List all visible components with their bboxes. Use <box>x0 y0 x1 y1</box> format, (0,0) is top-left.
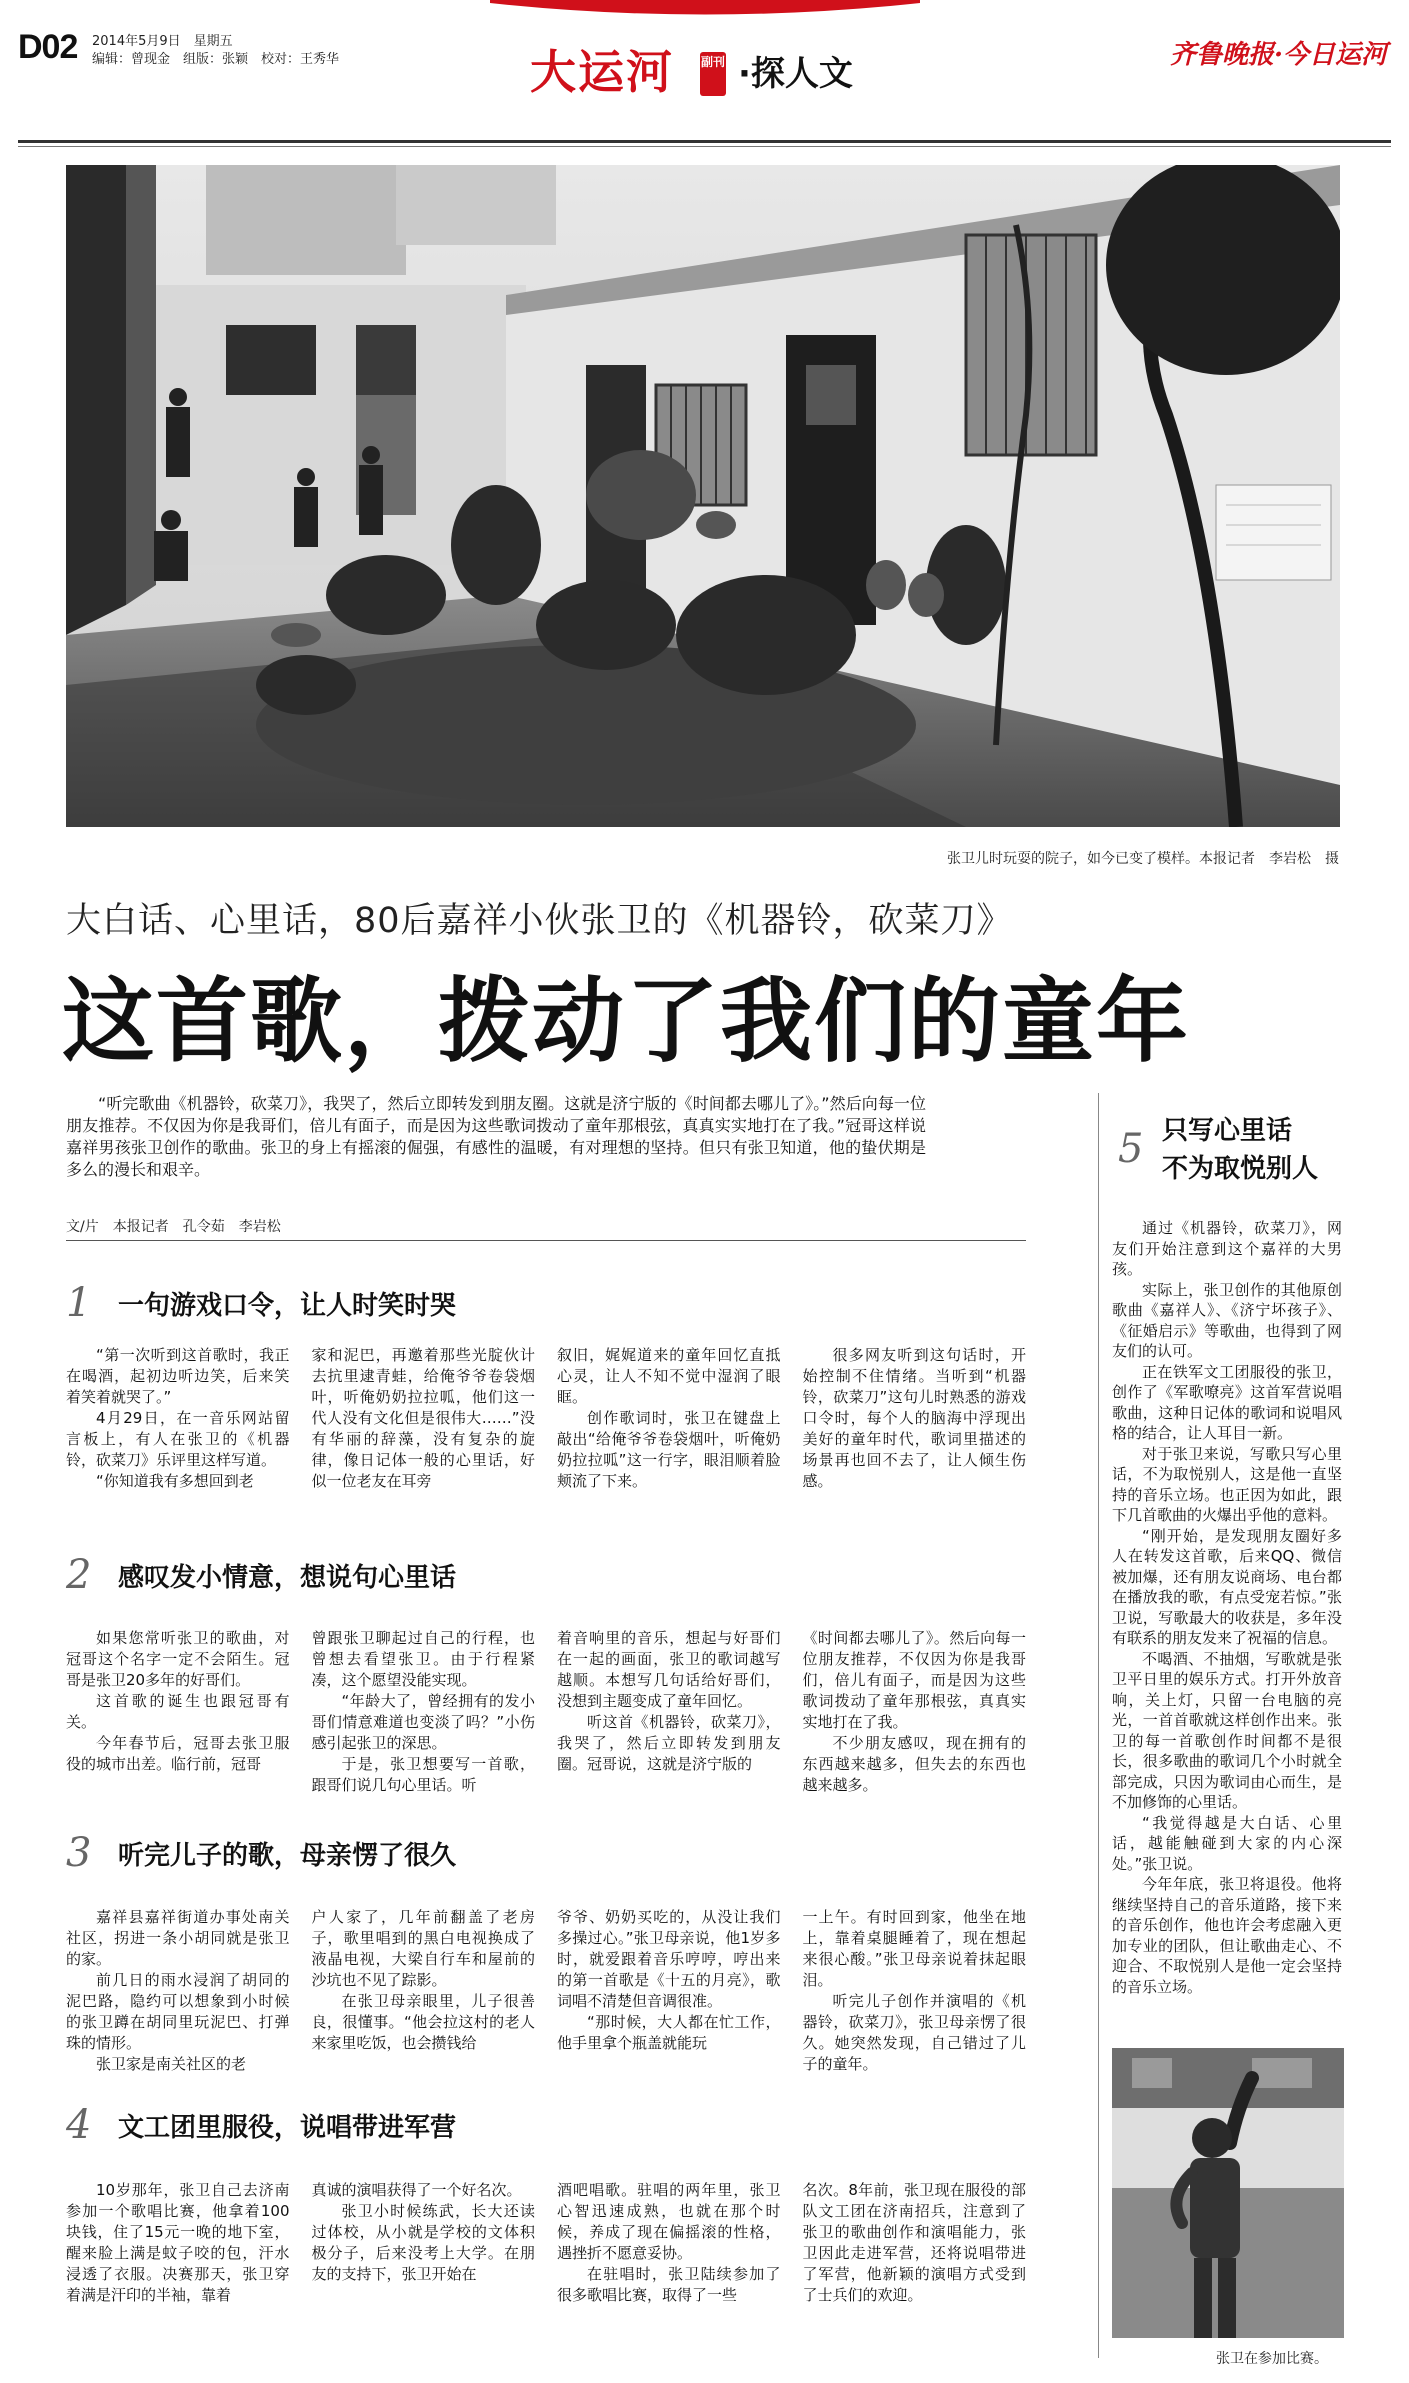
paragraph: 不喝酒、不抽烟，写歌就是张卫平日里的娱乐方式。打开外放音响，关上灯，只留一台电脑的亮光，一首首歌就这样创作出来。张卫的每一首歌创作时间都不是很长，很多歌曲的歌词几个小时就全部完成，只因为歌词由心而生，是不加修饰的心里话。 <box>1112 1649 1342 1811</box>
section-3-col-1 <box>66 1907 290 2075</box>
header-rule <box>18 140 1391 143</box>
photo-caption: 张卫儿时玩耍的院子，如今已变了模样。本报记者 李岩松 摄 <box>947 851 1339 867</box>
article-byline: 文/片 本报记者 孔令茹 李岩松 <box>66 1219 281 1235</box>
article-headline: 这首歌，拨动了我们的童年 <box>62 968 1191 1075</box>
paragraph: 创作歌词时，张卫在键盘上敲出“给俺爷爷卷袋烟叶，听俺奶奶拉拉呱”这一行字，眼泪顺着脸颊流了下来。 <box>557 1409 781 1490</box>
section-3-number: 3 <box>66 1830 92 1876</box>
paragraph: 在张卫母亲眼里，儿子很善良，很懂事。“他会拉这村的老人来家里吃饭，也会攒钱给 <box>311 1992 535 2052</box>
section-1-number: 1 <box>66 1280 92 1326</box>
performer-photo-illustration <box>1112 2048 1344 2338</box>
paragraph: 一上午。有时回到家，他坐在地上，靠着桌腿睡着了，现在想起来很心酸。”张卫母亲说着抹起眼泪。 <box>802 1908 1026 1989</box>
paragraph: 张卫家是南关社区的老 <box>96 2055 247 2073</box>
performer-photo <box>1112 2048 1344 2338</box>
section-5-body <box>1112 1218 1342 1997</box>
section-4-number: 4 <box>66 2102 92 2148</box>
section-5-title-line-2: 不为取悦别人 <box>1162 1154 1319 1184</box>
section-1-col-3 <box>557 1345 781 1492</box>
paragraph: 对于张卫来说，写歌只写心里话，不为取悦别人，这是他一直坚持的音乐立场。也正因为如此，跟下几首歌曲的火爆出乎他的意料。 <box>1112 1444 1342 1524</box>
section-5-number: 5 <box>1118 1126 1144 1172</box>
paragraph: 前几日的雨水浸润了胡同的泥巴路，隐约可以想象到小时候的张卫蹲在胡同里玩泥巴、打弹珠的情形。 <box>66 1971 290 2052</box>
paragraph: 嘉祥县嘉祥街道办事处南关社区，拐进一条小胡同就是张卫的家。 <box>66 1908 290 1968</box>
section-3-body <box>66 1907 1026 2075</box>
page-number: D02 <box>18 28 78 66</box>
section-4-col-4 <box>803 2180 1027 2306</box>
paragraph: 着音响里的音乐，想起与好哥们在一起的画面，张卫的歌词越写越顺。本想写几句话给好哥们，没想到主题变成了童年回忆。 <box>557 1629 781 1710</box>
paragraph: “那时候，大人都在忙工作，他手里拿个瓶盖就能玩 <box>557 2013 781 2052</box>
paragraph: 听完儿子创作并演唱的《机器铃，砍菜刀》，张卫母亲愣了很久。她突然发现，自己错过了儿子的童年。 <box>802 1992 1026 2073</box>
section-1-heading <box>66 1280 456 1326</box>
paragraph: 家和泥巴，再邀着那些光腚伙计去抗里逮青蛙，给俺爷爷卷袋烟叶，听俺奶奶拉拉呱，他们这一代人没有文化但是很伟大……”没有华丽的辞藻，没有复杂的旋律，像日记体一般的心里话，好似一位老友在耳旁 <box>311 1346 535 1490</box>
paragraph: 在驻唱时，张卫陆续参加了很多歌唱比赛，取得了一些 <box>557 2265 781 2304</box>
section-1-col-4 <box>803 1345 1027 1492</box>
article-lead: “听完歌曲《机器铃，砍菜刀》，我哭了，然后立即转发到朋友圈。这就是济宁版的《时间都去哪儿了》。”然后向每一位朋友推荐。不仅因为你是我哥们，倍儿有面子，而是因为这些歌词拨动了童年那根弦，真真实实地打在了我。”冠哥这样说嘉祥男孩张卫创作的歌曲。张卫的身上有摇滚的倔强，有感性的温暖，有对理想的坚持。但只有张卫知道，他的蛰伏期是多么的漫长和艰辛。 <box>66 1094 926 1179</box>
paragraph: 听这首《机器铃，砍菜刀》，我哭了，然后立即转发到朋友圈。冠哥说，这就是济宁版的 <box>557 1713 781 1773</box>
section-2-number: 2 <box>66 1552 92 1598</box>
paragraph: 《时间都去哪儿了》。然后向每一位朋友推荐，不仅因为你是我哥们，倍儿有面子，而是因为这些歌词拨动了童年那根弦，真真实实地打在了我。 <box>802 1629 1026 1731</box>
paragraph: 今年春节后，冠哥去张卫服役的城市出差。临行前，冠哥 <box>66 1734 290 1773</box>
section-2-heading <box>66 1552 456 1598</box>
paragraph: 正在铁军文工团服役的张卫，创作了《军歌嘹亮》这首军营说唱歌曲，这种日记体的歌词和说唱风格的结合，让人耳目一新。 <box>1112 1362 1342 1442</box>
section-4-body <box>66 2180 1026 2306</box>
brand-logo: 大运河 <box>530 45 674 99</box>
paragraph: 不少朋友感叹，现在拥有的东西越来越多，但失去的东西也越来越多。 <box>802 1734 1026 1794</box>
paragraph: 通过《机器铃，砍菜刀》，网友们开始注意到这个嘉祥的大男孩。 <box>1112 1219 1342 1278</box>
section-1-col-2 <box>312 1345 536 1492</box>
paragraph: 户人家了，几年前翻盖了老房子，歌里唱到的黑白电视换成了液晶电视，大梁自行车和屋前的沙坑也不见了踪影。 <box>311 1908 535 1989</box>
performer-photo-caption: 张卫在参加比赛。 <box>1216 2351 1328 2367</box>
masthead <box>0 0 1409 135</box>
section-1-body <box>66 1345 1026 1492</box>
paragraph: 4月29日，在一音乐网站留言板上，有人在张卫的《机器铃，砍菜刀》乐评里这样写道。 <box>66 1409 290 1469</box>
paragraph: 今年年底，张卫将退役。他将继续坚持自己的音乐道路，接下来的音乐创作，他也许会考虑融入更加专业的团队，但让歌曲走心、不迎合、不取悦别人是他一定会坚持的音乐立场。 <box>1112 1875 1342 1996</box>
paragraph: 曾跟张卫聊起过自己的行程，也曾想去看望张卫。由于行程紧凑，这个愿望没能实现。 <box>311 1629 535 1689</box>
header-rule-thin <box>18 146 1391 147</box>
section-5-title <box>1162 1112 1318 1188</box>
date-line: 2014年5月9日 星期五 <box>92 34 233 49</box>
editors-line: 编辑：曾现金 组版：张颖 校对：王秀华 <box>92 52 340 67</box>
courtyard-photo-illustration <box>66 165 1340 827</box>
section-4-col-1 <box>66 2180 290 2306</box>
section-3-col-2 <box>312 1907 536 2075</box>
section-3-col-4 <box>803 1907 1027 2075</box>
paragraph: 张卫小时候练武，长大还读过体校，从小就是学校的文体积极分子，后来没考上大学。在朋友的支持下，张卫开始在 <box>311 2202 535 2283</box>
section-name: ·探人文 <box>738 54 853 94</box>
masthead-ornament <box>490 0 920 26</box>
sidebar-divider <box>1098 1093 1099 2358</box>
paragraph: 爷爷、奶奶买吃的，从没让我们多操过心。”张卫母亲说，他1岁多时，就爱跟着音乐哼哼，哼出来的第一首歌是《十五的月亮》，歌词唱不清楚但音调很准。 <box>557 1908 781 2010</box>
paragraph: “刚开始，是发现朋友圈好多人在转发这首歌，后来QQ、微信被加爆，还有朋友说商场、电台都在播放我的歌，有点受宠若惊。”张卫说，写歌最大的收获是，多年没有联系的朋友发来了祝福的信息。 <box>1112 1526 1342 1647</box>
paragraph: 实际上，张卫创作的其他原创歌曲《嘉祥人》、《济宁坏孩子》、《征婚启示》等歌曲，也得到了网友们的认可。 <box>1112 1280 1342 1360</box>
brand-seal: 副刊 <box>700 52 726 96</box>
paragraph: 真诚的演唱获得了一个好名次。 <box>311 2181 522 2199</box>
paragraph: “年龄大了，曾经拥有的发小哥们情意难道也变淡了吗？”小伤感引起张卫的深思。 <box>311 1692 535 1752</box>
article-subhead: 大白话、心里话，80后嘉祥小伙张卫的《机器铃，砍菜刀》 <box>66 901 1013 941</box>
paragraph: 这首歌的诞生也跟冠哥有关。 <box>66 1692 290 1731</box>
section-3-title: 听完儿子的歌，母亲愣了很久 <box>118 1840 457 1871</box>
lead-divider <box>66 1240 1026 1241</box>
paragraph: 于是，张卫想要写一首歌，跟哥们说几句心里话。听 <box>311 1755 535 1794</box>
paragraph: 名次。8年前，张卫现在服役的部队文工团在济南招兵，注意到了张卫的歌曲创作和演唱能力，张卫因此走进军营，还将说唱带进了军营，他新颖的演唱方式受到了士兵们的欢迎。 <box>802 2181 1026 2304</box>
paragraph: 叙旧，娓娓道来的童年回忆直抵心灵，让人不知不觉中湿润了眼眶。 <box>557 1346 781 1406</box>
section-3-col-3 <box>557 1907 781 2075</box>
section-2-col-1 <box>66 1628 290 1796</box>
section-2-col-2 <box>312 1628 536 1796</box>
section-4-title: 文工团里服役，说唱带进军营 <box>118 2112 457 2143</box>
paragraph: 很多网友听到这句话时，开始控制不住情绪。当听到“机器铃，砍菜刀”这句儿时熟悉的游戏口令时，每个人的脑海中浮现出美好的童年时代，歌词里描述的场景再也回不去了，让人倾生伤感。 <box>802 1346 1026 1490</box>
section-2-col-4 <box>803 1628 1027 1796</box>
paragraph: 酒吧唱歌。驻唱的两年里，张卫心智迅速成熟，也就在那个时候，养成了现在偏摇滚的性格，遇挫折不愿意妥协。 <box>557 2181 781 2262</box>
section-4-col-3 <box>557 2180 781 2306</box>
section-2-title: 感叹发小情意，想说句心里话 <box>118 1562 457 1593</box>
section-1-title: 一句游戏口令，让人时笑时哭 <box>118 1290 457 1321</box>
paragraph: 如果您常听张卫的歌曲，对冠哥这个名字一定不会陌生。冠哥是张卫20多年的好哥们。 <box>66 1629 290 1689</box>
paragraph: 10岁那年，张卫自己去济南参加一个歌唱比赛，他拿着100块钱，住了15元一晚的地下室，醒来脸上满是蚊子咬的包，汗水浸透了衣服。决赛那天，张卫穿着满是汗印的半袖，靠着 <box>66 2181 290 2304</box>
section-2-col-3 <box>557 1628 781 1796</box>
paragraph: “第一次听到这首歌时，我正在喝酒，起初边听边笑，后来笑着笑着就哭了。” <box>66 1346 290 1406</box>
courtyard-photo <box>66 165 1340 827</box>
section-1-col-1 <box>66 1345 290 1492</box>
section-5-title-line-1: 只写心里话 <box>1162 1116 1293 1146</box>
paper-name: 齐鲁晚报·今日运河 <box>1169 40 1387 70</box>
paragraph: “你知道我有多想回到老 <box>96 1472 254 1490</box>
paragraph: “我觉得越是大白话、心里话，越能触碰到大家的内心深处。”张卫说。 <box>1112 1813 1342 1873</box>
section-4-heading <box>66 2102 456 2148</box>
section-3-heading <box>66 1830 456 1876</box>
section-2-body <box>66 1628 1026 1796</box>
section-4-col-2 <box>312 2180 536 2306</box>
